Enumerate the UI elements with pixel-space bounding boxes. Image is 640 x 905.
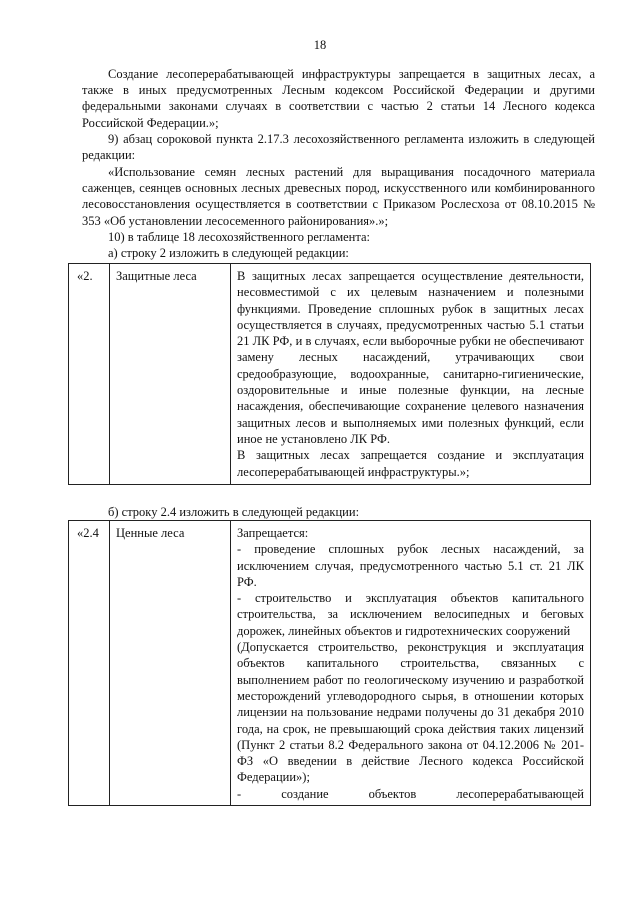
table-row-2-4 — [68, 520, 591, 806]
paragraph-row-2-4-intro: б) строку 2.4 изложить в следующей редакции: — [108, 505, 360, 519]
list-item: (Допускается строительство, реконструкция и эксплуатация объектов капитального строительства, связанных с выполнением работ по геологическому изучению и разработкой месторождений углеводородного сырья, в отношении которых лицензии на пользование недрами получены до 31 декабря 2010 года, на срок, не превышающий срока действия таких лицензий (Пункт 2 статьи 8.2 Федерального закона от 04.12.2006 № 201-ФЗ «О введении в действие Лесного кодекса Российской Федерации»); — [237, 640, 584, 785]
list-item: - создание объектов лесоперерабатывающей — [237, 786, 584, 801]
forest-category-cell: Защитные леса — [110, 264, 231, 485]
table-row — [69, 264, 591, 485]
paragraph-infrastructure: Создание лесоперерабатывающей инфраструктуры запрещается в защитных лесах, а также в иных предусмотренных Лесным кодексом Российской Федерации и другими федеральными законами случаях в соответствии с частью 2 статьи 14 Лесного кодекса Российской Федерации.»; — [82, 67, 595, 130]
list-item: - строительство и эксплуатация объектов капитального строительства, за исключением велосипедных и беговых дорожек, линейных объектов и гидротехнических сооружений — [237, 591, 584, 638]
regulation-text-cell — [231, 521, 591, 806]
forest-category-cell: Ценные леса — [110, 521, 231, 806]
regulation-text-paragraph: В защитных лесах запрещается создание и эксплуатация лесоперерабатывающей инфраструктуры.»; — [237, 448, 584, 479]
prohibitions-heading: Запрещается: — [237, 526, 309, 540]
table-row-2 — [68, 263, 591, 485]
list-item: - проведение сплошных рубок лесных насаждений, за исключением случая, предусмотренного частью 5.1 ст. 21 ЛК РФ. — [237, 542, 584, 589]
paragraph-seeds-usage: «Использование семян лесных растений для выращивания посадочного материала саженцев, сеянцев основных лесных древесных пород, искусственного или комбинированного лесовосстановления осуществляется в соответствии с Приказом Рослесхоза от 08.10.2015 № 353 «Об установлении лесосеменного районирования».»; — [82, 165, 595, 228]
table-row — [69, 521, 591, 806]
paragraph-item-9: 9) абзац сороковой пункта 2.17.3 лесохозяйственного регламента изложить в следующей редакции: — [82, 132, 595, 163]
paragraph-row-2-intro: а) строку 2 изложить в следующей редакции: — [108, 246, 349, 260]
regulation-text-paragraph: В защитных лесах запрещается осуществление деятельности, несовместимой с их целевым назначением и полезными функциями. Проведение сплошных рубок в защитных лесах осуществляется в случаях, предусмотренных частью 5.1 статьи 21 ЛК РФ, и в случаях, если выборочные рубки не обеспечивают замену лесных насаждений, утрачивающих свои средообразующие, водоохранные, санитарно-гигиенические, оздоровительные и иные полезные функции, на лесные насаждения, обеспечивающие сохранение целевого назначения защитных лесов и выполняемых ими полезных функций, если иное не установлено ЛК РФ. — [237, 269, 584, 446]
row-number-cell: «2. — [69, 264, 110, 485]
regulation-text-cell — [231, 264, 591, 485]
paragraph-item-10: 10) в таблице 18 лесохозяйственного регламента: — [108, 230, 370, 244]
row-number-cell: «2.4 — [69, 521, 110, 806]
page-number: 18 — [313, 38, 327, 52]
